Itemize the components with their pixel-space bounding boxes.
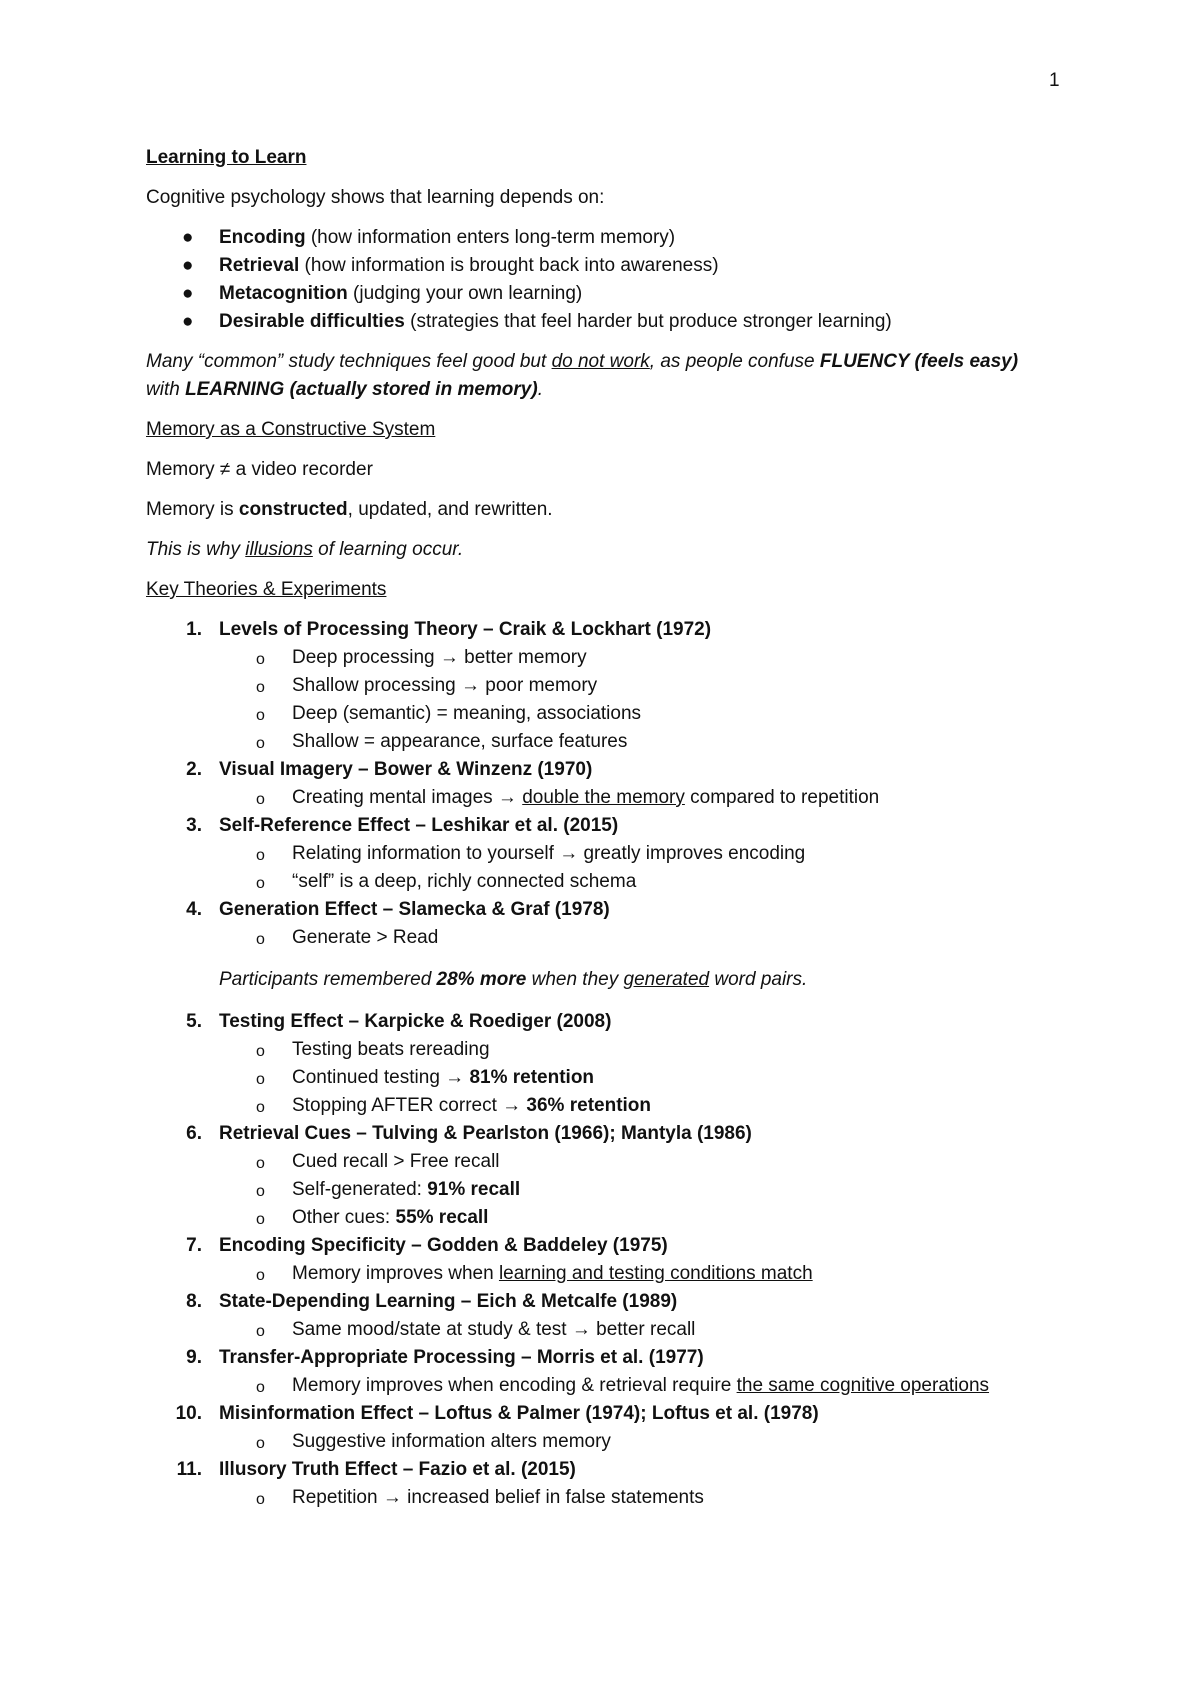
circle-bullet-icon: o [256,1043,265,1060]
theory-item: 11. Illusory Truth Effect – Fazio et al. (2015) [176,1459,576,1480]
circle-bullet-icon: o [256,735,265,752]
circle-bullet-icon: o [256,1155,265,1172]
list-item: ● Retrieval (how information is brought back into awareness) [146,252,1046,280]
memory-line-2: Memory is constructed, updated, and rewritten. [146,499,553,520]
sub-item: o Self-generated: 91% recall [146,1176,1046,1204]
key-factors-list [146,224,1046,336]
intro-text: Cognitive psychology shows that learning depends on: [146,187,605,208]
sub-item: o Memory improves when encoding & retrieval require the same cognitive operations [146,1372,1046,1400]
circle-bullet-icon: o [256,1491,265,1508]
bullet-icon: ● [182,255,194,276]
circle-bullet-icon: o [256,1267,265,1284]
page-number: 1 [1049,70,1060,91]
document-body [146,144,1046,1512]
sub-item: o Suggestive information alters memory [146,1428,1046,1456]
sub-item: o Shallow = appearance, surface features [146,728,1046,756]
circle-bullet-icon: o [256,875,265,892]
theories-list [146,616,1046,1512]
fluency-paragraph: Many “common” study techniques feel good but do not work, as people confuse FLUENCY (feels easy) with LEARNING (actually stored in memory). [146,351,1019,400]
theory-item: 6. Retrieval Cues – Tulving & Pearlston (1966); Mantyla (1986) [186,1123,752,1144]
bullet-icon: ● [182,283,194,304]
circle-bullet-icon: o [256,1435,265,1452]
circle-bullet-icon: o [256,1099,265,1116]
generation-note: Participants remembered 28% more when they generated word pairs. [219,969,808,990]
sub-item: o Creating mental images → double the memory compared to repetition [146,784,1046,812]
circle-bullet-icon: o [256,791,265,808]
sub-item: o Deep (semantic) = meaning, associations [146,700,1046,728]
circle-bullet-icon: o [256,1379,265,1396]
sub-item: o Relating information to yourself → greatly improves encoding [146,840,1046,868]
theory-item: 8. State-Depending Learning – Eich & Metcalfe (1989) [186,1291,678,1312]
circle-bullet-icon: o [256,679,265,696]
list-item: ● Encoding (how information enters long-term memory) [146,224,1046,252]
sub-item: o Testing beats rereading [146,1036,1046,1064]
list-item: ● Desirable difficulties (strategies that feel harder but produce stronger learning) [146,308,1046,336]
circle-bullet-icon: o [256,1183,265,1200]
memory-line-1: Memory ≠ a video recorder [146,459,373,480]
theory-item: 10. Misinformation Effect – Loftus & Palmer (1974); Loftus et al. (1978) [175,1403,819,1424]
page-title: Learning to Learn [146,147,307,168]
circle-bullet-icon: o [256,1211,265,1228]
sub-item: o “self” is a deep, richly connected schema [146,868,1046,896]
sub-item: o Repetition → increased belief in false statements [146,1484,1046,1512]
theory-item: 1. Levels of Processing Theory – Craik & Lockhart (1972) [186,619,712,640]
bullet-icon: ● [182,311,194,332]
sub-item: o Generate > Read [146,924,1046,952]
bullet-icon: ● [182,227,194,248]
theory-item: 9. Transfer-Appropriate Processing – Morris et al. (1977) [186,1347,704,1368]
theory-item: 3. Self-Reference Effect – Leshikar et al. (2015) [186,815,619,836]
circle-bullet-icon: o [256,1323,265,1340]
sub-item: o Cued recall > Free recall [146,1148,1046,1176]
section-heading-memory: Memory as a Constructive System [146,419,436,440]
sub-item: o Deep processing → better memory [146,644,1046,672]
sub-item: o Continued testing → 81% retention [146,1064,1046,1092]
theory-item: 7. Encoding Specificity – Godden & Baddeley (1975) [186,1235,668,1256]
theory-item: 5. Testing Effect – Karpicke & Roediger (2008) [186,1011,612,1032]
sub-item: o Other cues: 55% recall [146,1204,1046,1232]
sub-item: o Memory improves when learning and testing conditions match [146,1260,1046,1288]
list-item: ● Metacognition (judging your own learning) [146,280,1046,308]
section-heading-theories: Key Theories & Experiments [146,579,387,600]
circle-bullet-icon: o [256,651,265,668]
memory-line-3: This is why illusions of learning occur. [146,539,464,560]
circle-bullet-icon: o [256,1071,265,1088]
circle-bullet-icon: o [256,847,265,864]
theory-item: 2. Visual Imagery – Bower & Winzenz (1970) [186,759,593,780]
sub-item: o Shallow processing → poor memory [146,672,1046,700]
sub-item: o Stopping AFTER correct → 36% retention [146,1092,1046,1120]
sub-item: o Same mood/state at study & test → better recall [146,1316,1046,1344]
theory-item: 4. Generation Effect – Slamecka & Graf (1978) [186,899,610,920]
circle-bullet-icon: o [256,707,265,724]
circle-bullet-icon: o [256,931,265,948]
